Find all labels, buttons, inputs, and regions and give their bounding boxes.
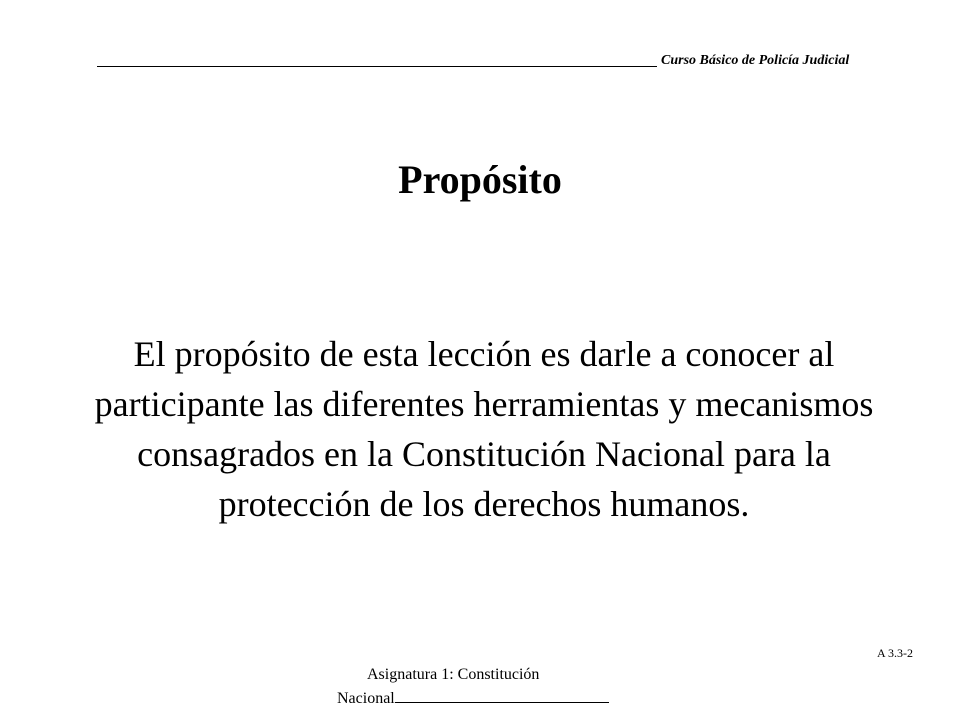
footer-subject-line2 <box>337 686 637 710</box>
header-rule <box>97 66 657 67</box>
footer-subject-line2-text: Nacional <box>337 690 395 707</box>
slide-title: Propósito <box>398 157 562 202</box>
slide-body-text: El propósito de esta lección es darle a conocer al participante las diferentes herramientas y mecanismos consagrados en la Constitución Nacional para la protección de los derechos humanos. <box>94 334 874 524</box>
footer-subject-line1: Asignatura 1: Constitución <box>367 666 540 683</box>
footer-rule <box>395 686 609 703</box>
footer <box>337 664 637 710</box>
slide-code: A 3.3-2 <box>877 646 913 660</box>
course-title: Curso Básico de Policía Judicial <box>661 53 850 68</box>
